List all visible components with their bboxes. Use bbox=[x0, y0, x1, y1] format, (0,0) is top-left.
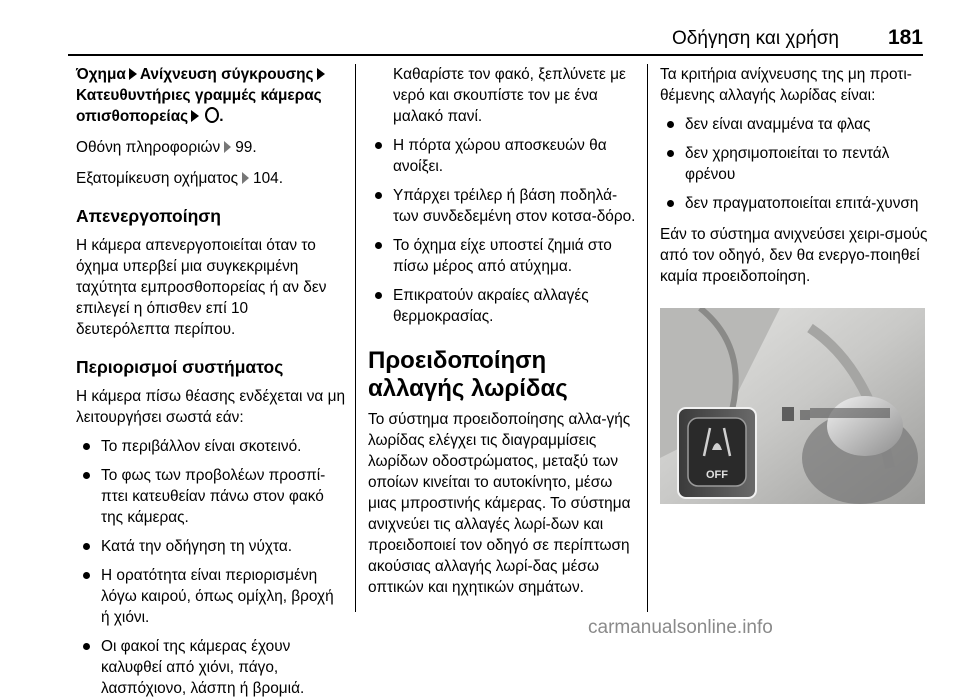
small-switch bbox=[800, 410, 810, 420]
limits-list-continued bbox=[368, 135, 636, 327]
list-item: Οι φακοί της κάμερας έχουν καλυφθεί από χιόνι, πάγο, λασπόχιονο, λάσπη ή βρομιά. bbox=[76, 636, 346, 699]
list-item: δεν είναι αναμμένα τα φλας bbox=[660, 114, 930, 135]
breadcrumb-item-collision: Ανίχνευση σύγκρουσης bbox=[139, 66, 314, 83]
breadcrumb-end: . bbox=[219, 108, 224, 125]
small-switch bbox=[782, 407, 794, 421]
limits-list bbox=[76, 436, 346, 699]
reference-text: Εξατομίκευση οχήματος bbox=[76, 170, 239, 187]
list-item: δεν χρησιμοποιείται το πεντάλ φρένου bbox=[660, 143, 930, 185]
reference-page: 104. bbox=[253, 170, 284, 187]
list-item: Υπάρχει τρέιλερ ή βάση ποδηλά-των συνδεδεμένη στον κοτσα-δόρο. bbox=[368, 185, 636, 227]
column-3 bbox=[660, 64, 930, 337]
breadcrumb-item-guidelines: Κατευθυντήριες γραμμές κάμερας οπισθοπορείας bbox=[76, 87, 322, 125]
off-label: OFF bbox=[706, 469, 728, 481]
column-1 bbox=[76, 64, 346, 699]
breadcrumb bbox=[76, 64, 346, 127]
list-item: Το όχημα είχε υποστεί ζημιά στο πίσω μέρος από ατύχημα. bbox=[368, 235, 636, 277]
arrow-right-icon bbox=[129, 68, 137, 80]
lane-assist-button-photo bbox=[660, 308, 925, 504]
arrow-right-icon bbox=[191, 110, 199, 122]
column-2 bbox=[368, 64, 636, 598]
ring-icon bbox=[205, 107, 219, 123]
list-item: Το περιβάλλον είναι σκοτεινό. bbox=[76, 436, 346, 457]
driver-input-text: Εάν το σύστημα ανιχνεύσει χειρι-σμούς από τον οδηγό, δεν θα ενεργο-ποιηθεί καμία προειδοποίηση. bbox=[660, 226, 928, 285]
page-ref-icon bbox=[224, 141, 231, 153]
limits-intro: Η κάμερα πίσω θέασης ενδέχεται να μη λειτουργήσει σωστά εάν: bbox=[76, 388, 346, 426]
criteria-list bbox=[660, 114, 930, 214]
breadcrumb-item-vehicle: Όχημα bbox=[76, 66, 126, 83]
list-item: Η ορατότητα είναι περιορισμένη λόγω καιρού, όπως ομίχλη, βροχή ή χιόνι. bbox=[76, 565, 346, 628]
reference-info-display[interactable] bbox=[76, 137, 346, 158]
reference-text: Οθόνη πληροφοριών bbox=[76, 139, 221, 156]
list-item: Επικρατούν ακραίες αλλαγές θερμοκρασίας. bbox=[368, 285, 636, 327]
console-illustration bbox=[660, 308, 925, 504]
lane-warning-heading: Προειδοποίηση αλλαγής λωρίδας bbox=[368, 347, 568, 402]
header-rule bbox=[68, 54, 923, 56]
reference-vehicle-personalization[interactable] bbox=[76, 168, 346, 189]
deactivation-heading: Απενεργοποίηση bbox=[76, 206, 221, 226]
list-item: Κατά την οδήγηση τη νύχτα. bbox=[76, 536, 346, 557]
header-title: Οδήγηση και χρήση bbox=[672, 28, 839, 49]
gear-knob-shape bbox=[827, 396, 903, 456]
watermark: carmanualsonline.info bbox=[588, 617, 773, 638]
list-item: Το φως των προβολέων προσπί-πτει κατευθείαν πάνω στον φακό της κάμερας. bbox=[76, 465, 346, 528]
page-ref-icon bbox=[242, 172, 249, 184]
column-divider-1 bbox=[355, 64, 356, 612]
column-divider-2 bbox=[647, 64, 648, 612]
limits-heading: Περιορισμοί συστήματος bbox=[76, 357, 284, 377]
continued-text: Καθαρίστε τον φακό, ξεπλύνετε με νερό και σκουπίστε τον με ένα μαλακό πανί. bbox=[393, 66, 626, 125]
criteria-intro: Τα κριτήρια ανίχνευσης της μη προτι-θέμενης αλλαγής λωρίδας είναι: bbox=[660, 66, 912, 104]
reference-page: 99. bbox=[235, 139, 257, 156]
lane-warning-text: Το σύστημα προειδοποίησης αλλα-γής λωρίδας ελέγχει τις διαγραμμίσεις λωρίδων οδοστρώματος, μεταξύ των οποίων κινείται το αυτοκίνητο, μέσω μιας μπροστινής κάμερας. Το σύστημα ανιχνεύει τις αλλαγές λωρί-δων και προειδοποιεί τον οδηγό σε περίπτωση ακούσιας αλλαγής λωρί-δας μέσω οπτικών και ηχητικών σημάτων. bbox=[368, 411, 631, 596]
arrow-right-icon bbox=[317, 68, 325, 80]
list-item: δεν πραγματοποιείται επιτά-χυνση bbox=[660, 193, 930, 214]
page-header bbox=[68, 22, 923, 56]
deactivation-text: Η κάμερα απενεργοποιείται όταν το όχημα υπερβεί μια συγκεκριμένη ταχύτητα εμπροσθοπορείας ή αν δεν επιλεγεί η όπισθεν επί 10 δευτερόλεπτα περίπου. bbox=[76, 237, 327, 338]
list-item: Η πόρτα χώρου αποσκευών θα ανοίξει. bbox=[368, 135, 636, 177]
page-number: 181 bbox=[887, 26, 923, 49]
